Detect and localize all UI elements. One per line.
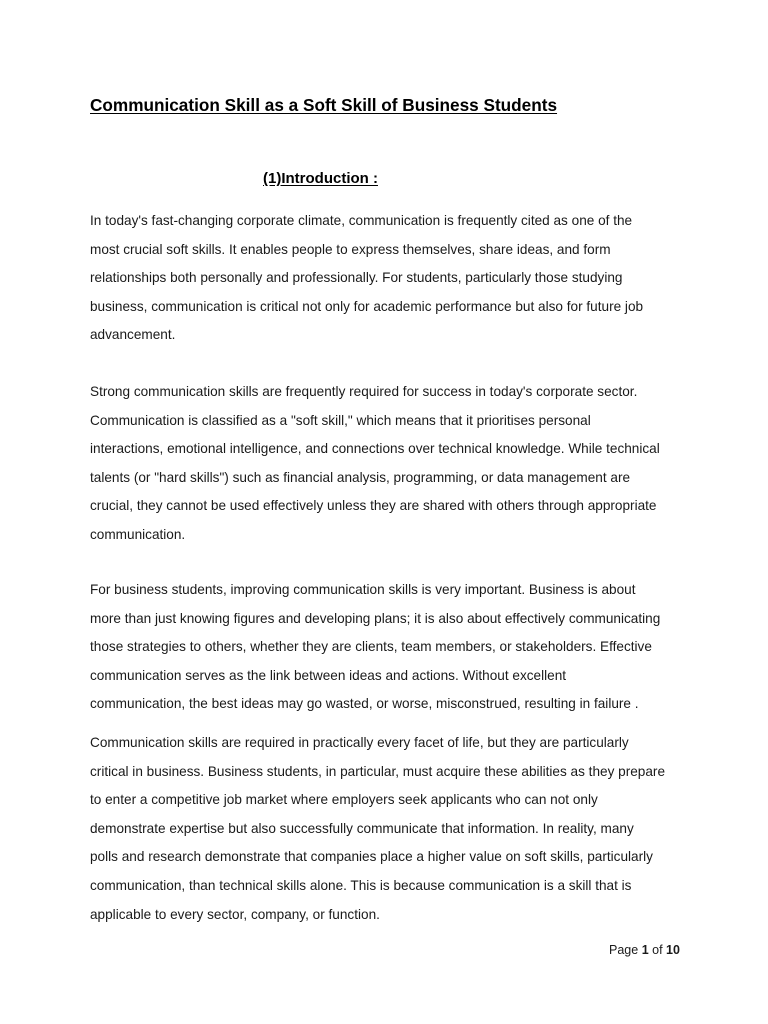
- of-label: of: [652, 943, 663, 957]
- paragraph-line: most crucial soft skills. It enables people to express themselves, share ideas, and form: [90, 241, 611, 257]
- paragraph-line: applicable to every sector, company, or function.: [90, 906, 380, 922]
- paragraph-line: business, communication is critical not only for academic performance but also for future job: [90, 298, 644, 314]
- page-number-footer: [609, 943, 680, 957]
- document-title: Communication Skill as a Soft Skill of Business Students: [90, 95, 558, 115]
- paragraph-line: communication serves as the link between ideas and actions. Without excellent: [90, 667, 567, 683]
- paragraph-line: Strong communication skills are frequently required for success in today's corporate sector.: [90, 384, 638, 399]
- paragraph-line: demonstrate expertise but also successfully communicate that information. In reality, many: [90, 820, 634, 836]
- paragraph-line: those strategies to others, whether they are clients, team members, or stakeholders. Effective: [90, 639, 652, 655]
- paragraph-4: [90, 729, 690, 929]
- paragraph-line: For business students, improving communication skills is very important. Business is about: [90, 582, 636, 597]
- paragraph-2: [90, 378, 690, 550]
- paragraph-line: crucial, they cannot be used effectively unless they are shared with others through appropriate: [90, 498, 657, 514]
- paragraph-1: [90, 207, 690, 350]
- paragraph-line: critical in business. Business students, in particular, must acquire these abilities as they prepare: [90, 763, 665, 779]
- paragraph-line: talents (or "hard skills") such as financial analysis, programming, or data management are: [90, 469, 631, 485]
- paragraph-line: communication, than technical skills alone. This is because communication is a skill that is: [90, 877, 632, 893]
- paragraph-line: In today's fast-changing corporate climate, communication is frequently cited as one of the: [90, 213, 633, 228]
- total-pages-number: 10: [666, 943, 680, 957]
- paragraph-line: interactions, emotional intelligence, and connections over technical knowledge. While technical: [90, 441, 660, 457]
- paragraph-line: to enter a competitive job market where employers seek applicants who can not only: [90, 792, 598, 808]
- paragraph-3: [90, 576, 690, 719]
- paragraph-line: Communication skills are required in practically every facet of life, but they are particularly: [90, 735, 629, 750]
- paragraph-line: relationships both personally and professionally. For students, particularly those studying: [90, 270, 623, 286]
- current-page-number: 1: [641, 943, 649, 957]
- paragraph-line: communication.: [90, 526, 186, 542]
- page-label: Page: [609, 943, 639, 957]
- paragraph-line: communication, the best ideas may go wasted, or worse, misconstrued, resulting in failure .: [90, 696, 639, 712]
- paragraph-line: more than just knowing figures and developing plans; it is also about effectively communicating: [90, 610, 661, 626]
- paragraph-line: advancement.: [90, 327, 176, 343]
- section-heading-introduction: (1)Introduction :: [263, 170, 378, 187]
- paragraph-line: polls and research demonstrate that companies place a higher value on soft skills, particularly: [90, 849, 653, 865]
- paragraph-line: Communication is classified as a "soft skill," which means that it prioritises personal: [90, 412, 591, 428]
